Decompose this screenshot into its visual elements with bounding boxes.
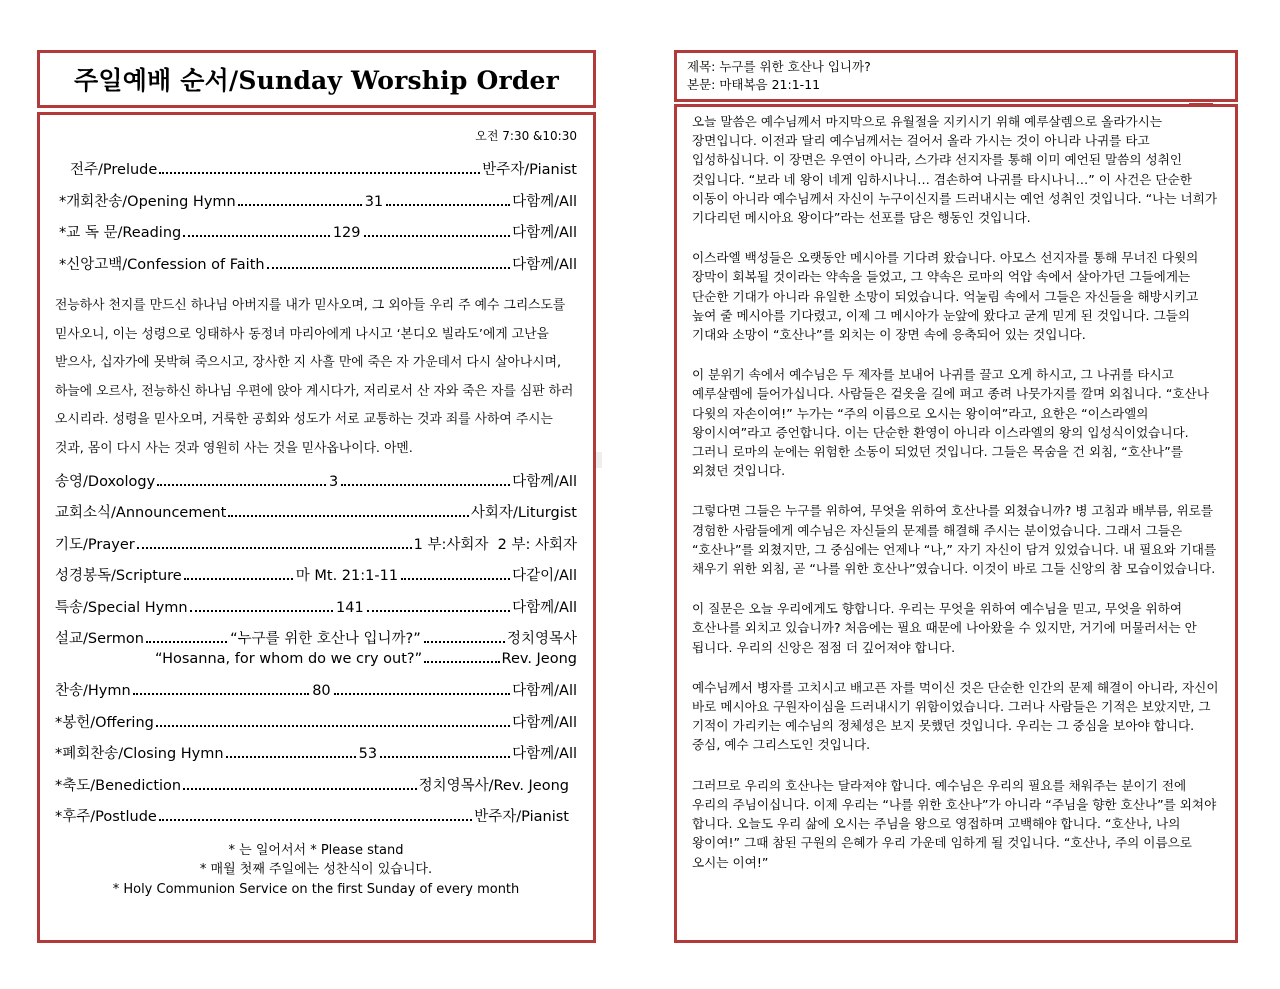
dot-leader: [157, 484, 326, 486]
order-line-prelude: [55, 158, 577, 190]
sermon-title-korean: “누구를 위한 호산나 입니까?”: [230, 631, 421, 648]
order-item-leader: 다함께/All: [512, 746, 578, 763]
order-item-leader: 정치영목사/Rev. Jeong: [418, 777, 569, 794]
order-item-label: 송영/Doxology: [55, 473, 156, 490]
order-item-label: 설교/Sermon: [55, 631, 144, 648]
order-item-leader: 다함께/All: [512, 193, 578, 210]
order-line-confession: [55, 253, 577, 285]
sermon-title: 제목: 누구를 위한 호산나 입니까?: [687, 59, 871, 74]
dot-leader: [367, 610, 510, 612]
order-item-label: *축도/Benediction: [55, 777, 182, 794]
order-line-closing-hymn: [55, 742, 577, 774]
order-item-label: *봉헌/Offering: [55, 714, 154, 731]
footnote-communion-korean: * 매월 첫째 주일에는 성찬식이 있습니다.: [199, 862, 433, 878]
order-line-doxology: [55, 470, 577, 502]
order-line-reading: [55, 221, 577, 253]
sermon-paragraph: 오늘 말씀은 예수님께서 마지막으로 유월절을 지키시기 위해 예루살렘으로 올라가시는 장면입니다. 이전과 달리 예수님께서는 걸어서 올라 가시는 것이 아니라 나귀를 타고 입성하십니다. 이 장면은 우연이 아니라, 스가랴 선지자를 통해 이미 예언된 말씀의 성취인 것입니다. “보라 네 왕이 네게 임하시나니… 겸손하여 나귀를 타시나니…” 이 사건은 단순한 이동이 아니라 예수님께서 자신이 누구이신지를 드러내시는 예언 성취인 것입니다. “나는 너희가 기다리던 메시아요 왕이다”라는 선포를 담은 행동인 것입니다.: [692, 114, 1218, 226]
footnote-communion-english: * Holy Communion Service on the first Sunday of every month: [112, 881, 520, 897]
sermon-paragraph: 그러므로 우리의 호산나는 달라져야 합니다. 예수님은 우리의 필요를 채워주는 분이기 전에 우리의 주님이십니다. 이제 우리는 “나를 위한 호산나”가 아니라 “주님을 향한 호산나”를 외쳐야 합니다. 오늘도 우리 삶에 오시는 주님을 왕으로 영접하며 고백해야 합니다. “호산나, 나의 왕이여!” 그때 참된 구원의 은혜가 우리 가운데 임하게 될 것입니다. “호산나, 주의 이름으로 오시는 이여!”: [692, 777, 1217, 870]
page-title: 주일예배 순서/Sunday Worship Order: [74, 66, 559, 95]
sermon-header-box: [674, 50, 1238, 102]
dot-leader: [190, 610, 333, 612]
dot-leader: [380, 756, 510, 758]
order-item-leader: 사회자/Liturgist: [470, 505, 577, 522]
sermon-paragraph: 이스라엘 백성들은 오랫동안 메시아를 기다려 왔습니다. 아모스 선지자를 통해 무너진 다윗의 장막이 회복될 것이라는 약속을 들었고, 그 약속은 로마의 억압 속에서 살아가던 그들에게는 단순한 기대가 아니라 유일한 소망이 되었습니다. 억눌림 속에서 그들은 자신들을 해방시키고 높여 줄 메시아를 기다렸고, 이제 그 메시아가 눈앞에 왔다고 굳게 믿게 된 것입니다. 그들의 기대와 소망이 “호산나”를 외치는 이 장면 속에 응축되어 있는 것입니다.: [692, 250, 1199, 343]
dot-leader: [424, 661, 499, 663]
order-item-label: 성경봉독/Scripture: [55, 568, 182, 585]
reading-number: 129: [332, 225, 361, 241]
order-item-leader: 다함께/All: [512, 225, 577, 241]
page-divider-mark: [596, 452, 602, 468]
order-line-announcement: [55, 501, 577, 533]
order-item-leader: 다함께/All: [512, 473, 577, 490]
order-item-leader: 다함께/All: [512, 599, 578, 616]
dot-leader: [159, 819, 472, 821]
order-item-label: *교 독 문/Reading: [59, 225, 182, 241]
dot-leader: [267, 267, 511, 269]
dot-leader: [137, 547, 412, 549]
dot-leader: [183, 235, 330, 237]
closing-hymn-number: 53: [358, 746, 378, 763]
dot-leader: [238, 204, 362, 206]
preacher-english: Rev. Jeong: [501, 651, 577, 668]
order-item-leader: 1 부:사회자 2 부: 사회자: [413, 536, 577, 553]
dot-leader: [133, 693, 309, 695]
order-item-label: *신앙고백/Confession of Faith: [59, 256, 265, 273]
order-line-offering: [55, 711, 577, 743]
dot-leader: [159, 172, 480, 174]
sermon-body-box: [674, 104, 1238, 943]
title-box: [37, 50, 596, 108]
order-item-label: 전주/Prelude: [70, 162, 158, 178]
order-item-leader: 다같이/All: [512, 568, 577, 585]
dot-leader: [334, 693, 510, 695]
order-line-special-hymn: [55, 596, 577, 628]
footnote-stand: * 는 일어서서 * Please stand: [228, 842, 404, 858]
dot-leader: [156, 725, 510, 727]
sermon-paragraph: 예수님께서 병자를 고치시고 배고픈 자를 먹이신 것은 단순한 인간의 문제 해결이 아니라, 자신이 바로 메시아요 구원자이심을 드러내시기 위함이었습니다. 그러나 사람들은 기적은 보았지만, 그 기적이 가리키는 예수님의 정체성은 보지 못했던 것입니다. 우리는 그 중심을 보아야 합니다. 중심, 예수 그리스도인 것입니다.: [692, 679, 1219, 753]
corner-mark: [1189, 103, 1213, 106]
dot-leader: [386, 204, 510, 206]
order-item-label: *폐회찬송/Closing Hymn: [55, 746, 224, 763]
order-item-label: 교회소식/Announcement: [55, 505, 227, 522]
dot-leader: [424, 641, 505, 643]
order-item-label: 기도/Prayer: [55, 536, 135, 553]
order-item-leader: 다함께/All: [512, 256, 577, 273]
order-line-hymn: [55, 679, 577, 711]
sermon-text: 본문: 마태복음 21:1-11: [687, 77, 821, 92]
order-item-label: 찬송/Hymn: [55, 683, 131, 700]
apostles-creed-text: 전능하사 천지를 만드신 하나님 아버지를 내가 믿사오며, 그 외아들 우리 주 예수 그리스도를 믿사오니, 이는 성령으로 잉태하사 동정녀 마리아에게 나시고 ‘본디오 빌라도’에게 고난을 받으사, 십자가에 못박혀 죽으시고, 장사한 지 사흘 만에 죽은 자 가운데서 다시 살아나시며, 하늘에 오르사, 전능하신 하나님 우편에 앉아 계시다가, 저리로서 산 자와 죽은 자를 심판 하러 오시리라. 성령을 믿사오며, 거룩한 공회와 성도가 서로 교통하는 것과 죄를 사하여 주시는 것과, 몸이 다시 사는 것과 영원히 사는 것을 믿사옵나이다. 아멘.: [55, 298, 574, 456]
order-item-label: 특송/Special Hymn: [55, 599, 188, 616]
order-item-leader: 반주자/Pianist: [482, 162, 577, 178]
order-line-scripture: [55, 564, 577, 596]
order-line-postlude: [55, 805, 577, 837]
worship-order-box: [37, 112, 596, 943]
sermon-title-english: “Hosanna, for whom do we cry out?”: [155, 651, 423, 668]
order-line-prayer: [55, 533, 577, 565]
preacher-korean: 정치영목사: [506, 631, 577, 648]
order-line-sermon: [55, 627, 577, 651]
order-line-benediction: [55, 774, 577, 806]
sermon-paragraph: 이 질문은 오늘 우리에게도 향합니다. 우리는 무엇을 위하여 예수님을 믿고, 무엇을 위하여 호산나를 외치고 있습니까? 처음에는 필요 때문에 나아왔을 수 있지만, 거기에 머물러서는 안 됩니다. 우리의 신앙은 점점 더 깊어져야 합니다.: [692, 601, 1197, 655]
footnotes: [55, 841, 577, 900]
dot-leader: [226, 756, 356, 758]
dot-leader: [184, 578, 293, 580]
dot-leader: [401, 578, 510, 580]
dot-leader: [146, 641, 227, 643]
order-item-label: *개회찬송/Opening Hymn: [59, 193, 236, 210]
dot-leader: [228, 515, 469, 517]
hymn-number: 31: [364, 193, 384, 210]
hymn-number: 80: [312, 683, 331, 700]
order-line-opening-hymn: [55, 190, 577, 222]
service-time: 오전 7:30 &10:30: [475, 129, 577, 143]
order-item-leader: 다함께/All: [512, 683, 578, 700]
special-hymn-number: 141: [336, 599, 364, 616]
dot-leader: [364, 235, 511, 237]
order-line-sermon-english: [55, 651, 577, 679]
dot-leader: [183, 788, 416, 790]
sermon-paragraph: 이 분위기 속에서 예수님은 두 제자를 보내어 나귀를 끌고 오게 하시고, 그 나귀를 타시고 예루살렘에 들어가십니다. 사람들은 겉옷을 길에 펴고 종려 나뭇가지를 깔며 외칩니다. “호산나 다윗의 자손이여!” 누가는 “주의 이름으로 오시는 왕이여”라고, 요한은 “이스라엘의 왕이시여”라고 증언합니다. 이는 단순한 환영이 아니라 이스라엘의 왕의 입성식이었습니다. 그러니 로마의 눈에는 위험한 소동이 되었던 것입니다. 그들은 목숨을 건 외침, “호산나”를 외쳤던 것입니다.: [692, 367, 1209, 479]
dot-leader: [341, 484, 510, 486]
order-item-leader: 다함께/All: [512, 714, 577, 731]
doxology-number: 3: [329, 473, 339, 490]
sermon-paragraph: 그렇다면 그들은 누구를 위하여, 무엇을 위하여 호산나를 외쳤습니까? 병 고침과 배부름, 위로를 경험한 사람들에게 예수님은 자신들의 문제를 해결해 주시는 분이었습니다. 그래서 그들은 “호산나”를 외쳤지만, 그 중심에는 언제나 “나,” 자기 자신이 담겨 있었습니다. 내 필요와 기대를 채우기 위한 외침, 곧 “나를 위한 호산나”였습니다. 이것이 바로 그들 신앙의 참 모습이었습니다.: [692, 503, 1217, 577]
order-item-label: *후주/Postlude: [55, 809, 157, 826]
order-item-leader: 반주자/Pianist: [474, 809, 569, 826]
scripture-reference: 마 Mt. 21:1-11: [295, 568, 399, 585]
